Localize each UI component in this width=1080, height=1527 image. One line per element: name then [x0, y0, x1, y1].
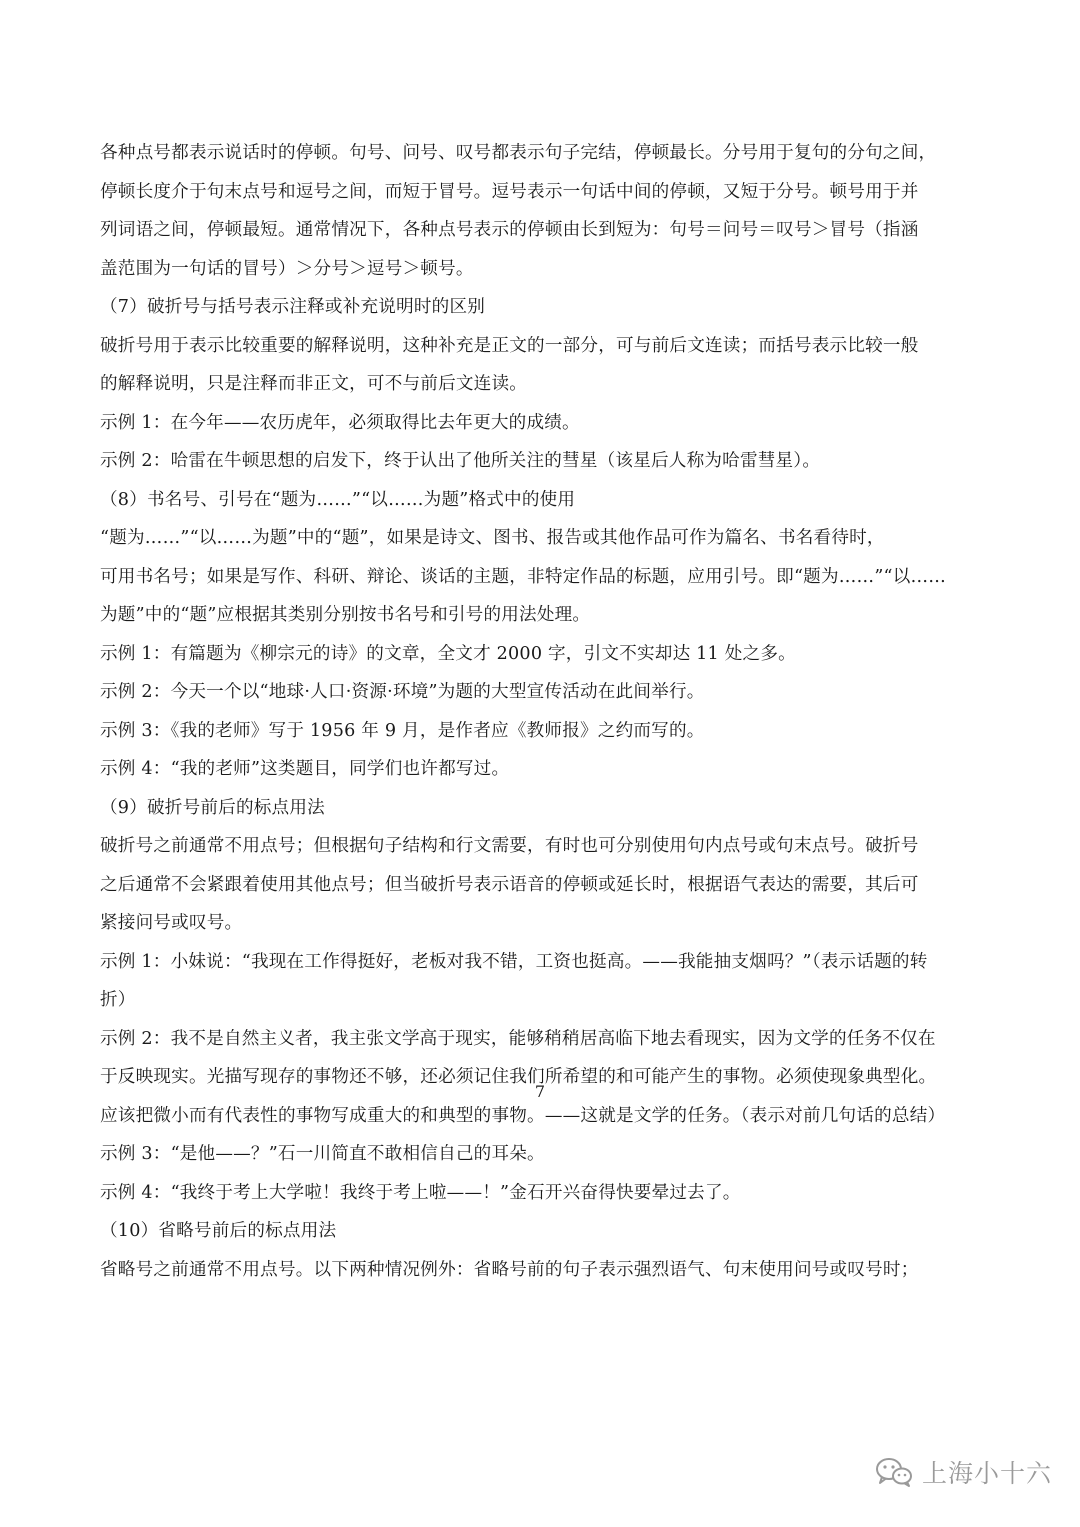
text-line: 紧接问号或叹号。 [100, 913, 243, 933]
watermark [874, 1452, 1052, 1492]
text-line: 为题”中的“题”应根据其类别分别按书名号和引号的用法处理。 [100, 605, 591, 625]
example-line: 示例 4：“我终于考上大学啦！我终于考上啦——！”金石开兴奋得快要晕过去了。 [100, 1182, 741, 1203]
text-line: 破折号用于表示比较重要的解释说明，这种补充是正文的一部分，可与前后文连读；而括号表示比较一般 [100, 335, 919, 356]
example-line: 示例 3：《我的老师》写于 1956 年 9 月，是作者应《教师报》之约而写的。 [100, 720, 705, 741]
example-line: 示例 2：今天一个以“地球·人口·资源·环境”为题的大型宣传活动在此间举行。 [100, 682, 705, 702]
page-number: 7 [534, 1082, 546, 1101]
text-line: 列词语之间，停顿最短。通常情况下，各种点号表示的停顿由长到短为：句号＝问号＝叹号＞冒号（指涵 [100, 220, 919, 240]
example-line: 示例 1：有篇题为《柳宗元的诗》的文章，全文才 2000 字，引文不实却达 11 处之多。 [100, 643, 796, 664]
example-line: 应该把微小而有代表性的事物写成重大的和典型的事物。——这就是文学的任务。（表示对前几句话的总结） [100, 1105, 946, 1126]
example-line: 示例 1：在今年——农历虎年，必须取得比去年更大的成绩。 [100, 412, 580, 433]
example-line: 折） [100, 990, 136, 1010]
example-line: 示例 1：小妹说：“我现在工作得挺好，老板对我不错，工资也挺高。——我能抽支烟吗？”（表示话题的转 [100, 951, 928, 972]
wechat-icon [874, 1456, 914, 1488]
example-line: 示例 3：“是他——？”石一川简直不敢相信自己的耳朵。 [100, 1144, 545, 1164]
section-heading-8: （8）书名号、引号在“题为……”“以……为题”格式中的使用 [100, 489, 576, 510]
text-line: 之后通常不会紧跟着使用其他点号；但当破折号表示语音的停顿或延长时，根据语气表达的需要，其后可 [100, 874, 919, 895]
text-line: “题为……”“以……为题”中的“题”，如果是诗文、图书、报告或其他作品可作为篇名、书名看待时， [100, 528, 885, 548]
text-line: 各种点号都表示说话时的停顿。句号、问号、叹号都表示句子完结，停顿最长。分号用于复句的分句之间， [100, 143, 937, 163]
example-line: 示例 2：哈雷在牛顿思想的启发下，终于认出了他所关注的彗星（该星后人称为哈雷彗星）。 [100, 451, 821, 471]
section-heading-10: （10）省略号前后的标点用法 [100, 1221, 337, 1241]
text-line: 省略号之前通常不用点号。以下两种情况例外：省略号前的句子表示强烈语气、句末使用问号或叹号时； [100, 1259, 919, 1280]
text-line: 盖范围为一句话的冒号）＞分号＞逗号＞顿号。 [100, 258, 474, 279]
text-line: 可用书名号；如果是写作、科研、辩论、谈话的主题，非特定作品的标题，应用引号。即“题为……”“以…… [100, 566, 947, 587]
example-line: 示例 2：我不是自然主义者，我主张文学高于现实，能够稍稍居高临下地去看现实，因为文学的任务不仅在 [100, 1028, 936, 1049]
text-line: 破折号之前通常不用点号；但根据句子结构和行文需要，有时也可分别使用句内点号或句末点号。破折号 [100, 836, 919, 856]
watermark-text: 上海小十六 [921, 1459, 1052, 1488]
section-heading-9: （9）破折号前后的标点用法 [100, 797, 325, 818]
section-heading-7: （7）破折号与括号表示注释或补充说明时的区别 [100, 297, 486, 317]
body-text [100, 134, 984, 1289]
text-line: 的解释说明，只是注释而非正文，可不与前后文连读。 [100, 374, 528, 394]
text-line: 停顿长度介于句末点号和逗号之间，而短于冒号。逗号表示一句话中间的停顿，又短于分号。顿号用于并 [100, 181, 919, 202]
example-line: 示例 4：“我的老师”这类题目，同学们也许都写过。 [100, 759, 510, 779]
example-line: 于反映现实。光描写现存的事物还不够，还必须记住我们所希望的和可能产生的事物。必须使现象典型化。 [100, 1067, 937, 1087]
